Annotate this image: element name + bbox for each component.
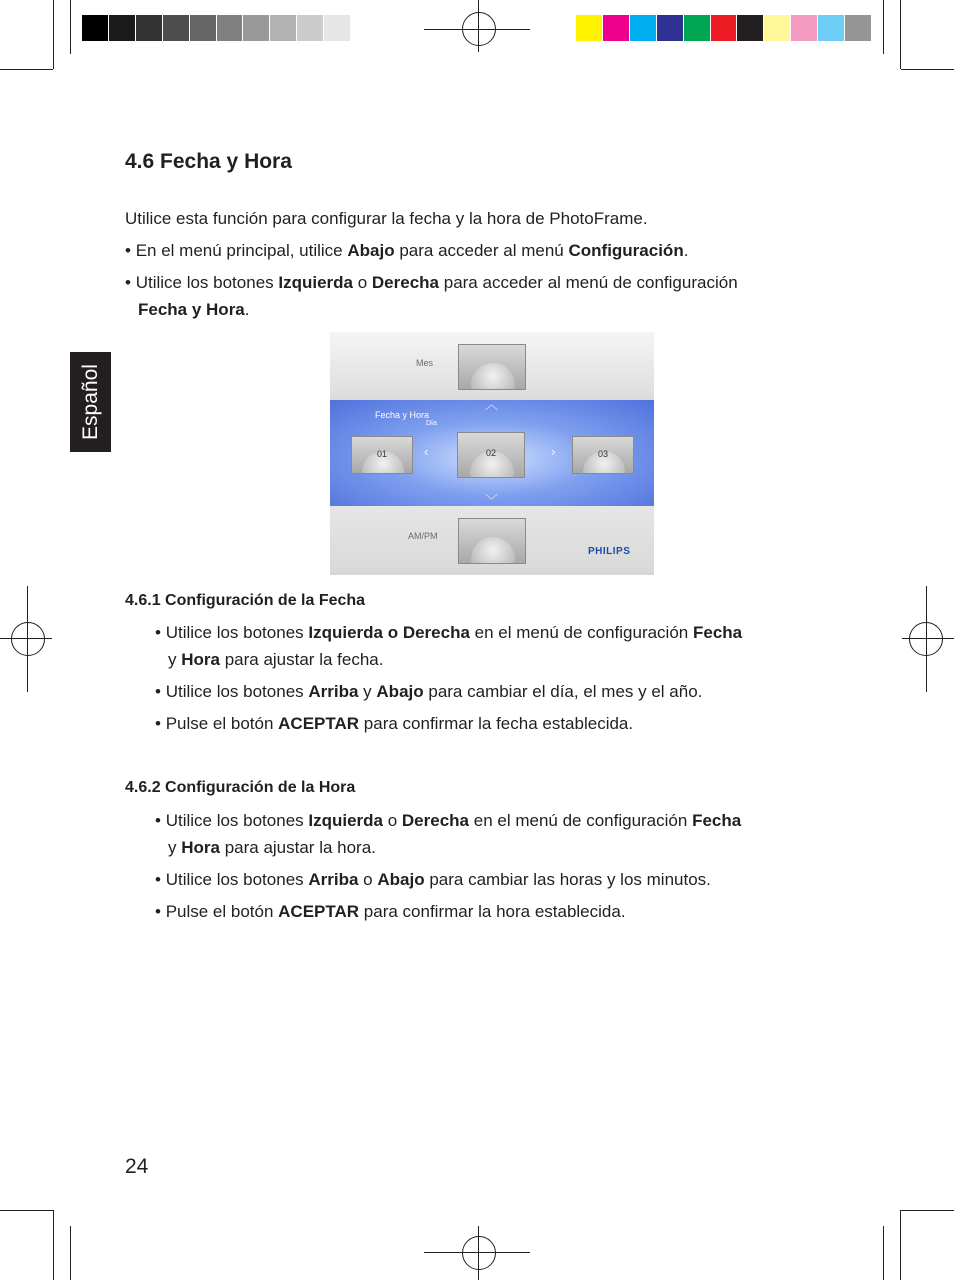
day-value-center: 02 (485, 448, 496, 458)
ampm-label: AM/PM (408, 531, 438, 541)
process-color-swatch (737, 15, 764, 41)
bullet-main-menu: • En el menú principal, utilice Abajo para acceder al menú Configuración. (125, 241, 689, 260)
process-color-swatch (576, 15, 603, 41)
process-color-swatch (603, 15, 630, 41)
menu-subtitle: Día (426, 420, 437, 427)
day-dial-center (457, 432, 525, 478)
bullet-left-right-line2: Fecha y Hora. (138, 300, 250, 319)
chevron-left-icon: ‹ (424, 444, 429, 459)
gray-swatch (163, 15, 190, 41)
intro-text: Utilice esta función para configurar la fecha y la hora de PhotoFrame. (125, 209, 648, 228)
gray-swatch (217, 15, 244, 41)
chevron-down-icon: ﹀ (485, 493, 499, 508)
gray-swatch (270, 15, 297, 41)
date-bullet-3: • Pulse el botón ACEPTAR para confirmar la fecha establecida. (155, 714, 634, 733)
page-number: 24 (125, 1155, 149, 1178)
philips-logo: PHILIPS (588, 546, 631, 557)
gray-swatch (324, 15, 351, 41)
day-dial-right (572, 436, 634, 474)
gray-swatch (109, 15, 136, 41)
chevron-right-icon: › (551, 444, 556, 459)
process-color-swatch (657, 15, 684, 41)
date-bullet-1-line2: y Hora para ajustar la fecha. (168, 650, 384, 669)
date-bullet-1: • Utilice los botones Izquierda o Derecha en el menú de configuración Fecha (155, 623, 743, 642)
process-color-swatch (711, 15, 738, 41)
menu-title: Fecha y Hora (375, 410, 430, 420)
time-bullet-3: • Pulse el botón ACEPTAR para confirmar la hora establecida. (155, 902, 626, 921)
process-color-swatch (845, 15, 872, 41)
day-value-right: 03 (597, 449, 608, 459)
day-dial-left (351, 436, 413, 474)
gray-swatch (136, 15, 163, 41)
date-bullet-2: • Utilice los botones Arriba y Abajo para cambiar el día, el mes y el año. (155, 682, 703, 701)
process-color-swatch (630, 15, 657, 41)
subsection-date-title: 4.6.1 Configuración de la Fecha (125, 592, 366, 609)
process-color-swatch (818, 15, 845, 41)
process-color-swatch (764, 15, 791, 41)
gray-swatch (243, 15, 270, 41)
section-title: 4.6 Fecha y Hora (125, 150, 292, 173)
subsection-time-title: 4.6.2 Configuración de la Hora (125, 779, 356, 796)
ampm-dial (458, 518, 526, 564)
photoframe-screenshot (330, 332, 654, 575)
gray-swatch (297, 15, 324, 41)
gray-swatch (351, 15, 378, 41)
language-tab (70, 352, 111, 452)
time-bullet-2: • Utilice los botones Arriba o Abajo para cambiar las horas y los minutos. (155, 870, 711, 889)
process-color-swatch (684, 15, 711, 41)
time-bullet-1: • Utilice los botones Izquierda o Derecha en el menú de configuración Fecha (155, 811, 742, 830)
month-label: Mes (416, 358, 434, 368)
month-dial (458, 344, 526, 390)
language-tab-label: Español (78, 364, 102, 440)
gray-swatch (190, 15, 217, 41)
process-color-swatch (791, 15, 818, 41)
chevron-up-icon: ︿ (485, 397, 499, 412)
day-value-left: 01 (376, 449, 387, 459)
time-bullet-1-line2: y Hora para ajustar la hora. (168, 838, 376, 857)
gray-swatch (82, 15, 109, 41)
bullet-left-right: • Utilice los botones Izquierda o Derecha para acceder al menú de configuración (125, 273, 738, 292)
